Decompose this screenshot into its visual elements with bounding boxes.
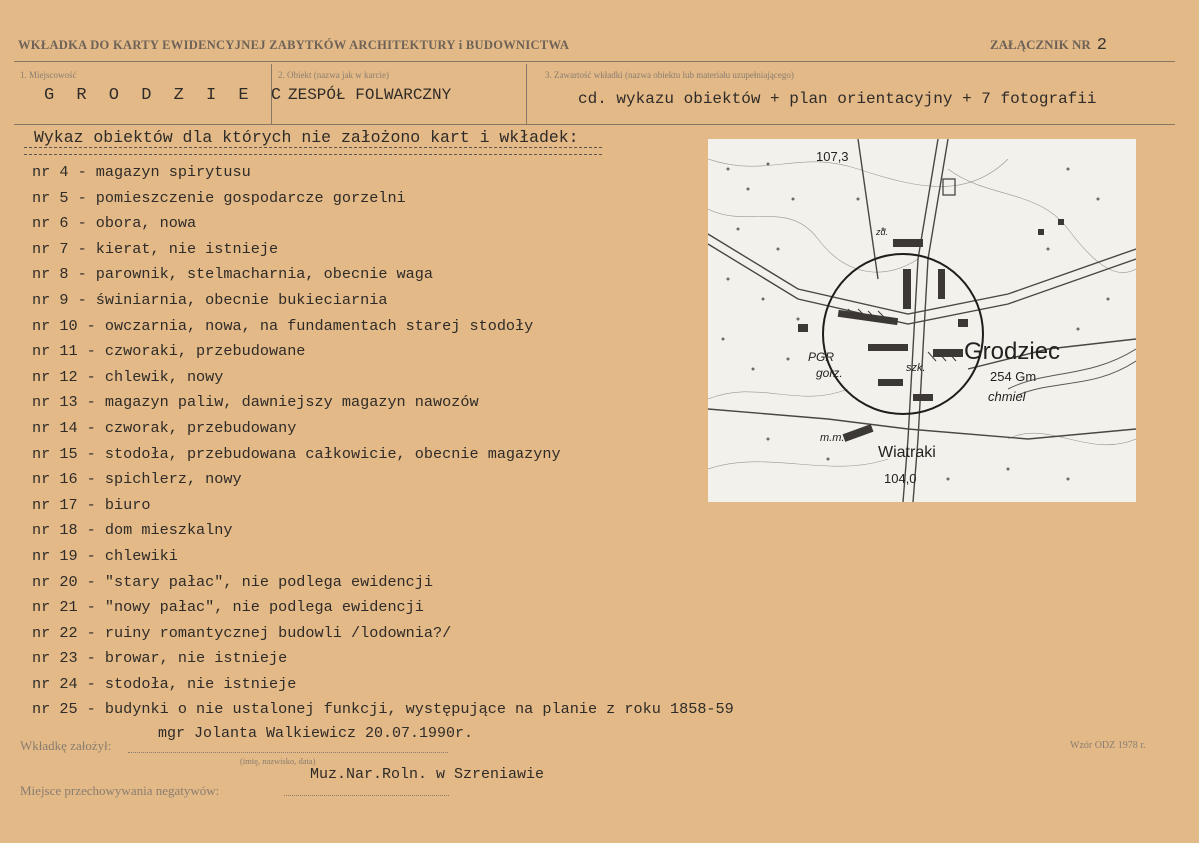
list-item: nr 10 - owczarnia, nowa, na fundamentach starej stodoły bbox=[32, 316, 534, 335]
list-item: nr 17 - biuro bbox=[32, 495, 151, 514]
list-item: nr 18 - dom mieszkalny bbox=[32, 521, 233, 540]
list-item: nr 11 - czworaki, przebudowane bbox=[32, 342, 306, 361]
list-item: nr 6 - obora, nowa bbox=[32, 214, 197, 233]
list-item: nr 14 - czworak, przebudowany bbox=[32, 418, 297, 437]
storage-line bbox=[284, 795, 449, 796]
heading-double-underline bbox=[24, 147, 602, 155]
fields-rule bbox=[14, 124, 1175, 125]
map-label-szk: szk. bbox=[906, 362, 926, 374]
list-item: nr 9 - świniarnia, obecnie bukieciarnia bbox=[32, 290, 388, 309]
list-item: nr 25 - budynki o nie ustalonej funkcji, występujące na planie z roku 1858-59 bbox=[32, 700, 734, 719]
map-label-zd: zd. bbox=[876, 227, 889, 237]
list-item: nr 15 - stodoła, przebudowana całkowicie, obecnie magazyny bbox=[32, 444, 561, 463]
orientation-map bbox=[708, 139, 1136, 502]
field-divider-2 bbox=[526, 64, 527, 124]
content-label: 3. Zawartość wkładki (nazwa obiektu lub materiału uzupełniającego) bbox=[545, 70, 794, 80]
list-item: nr 24 - stodoła, nie istnieje bbox=[32, 674, 297, 693]
list-item: nr 8 - parownik, stelmacharnia, obecnie waga bbox=[32, 265, 434, 284]
list-item: nr 20 - "stary pałac", nie podlega ewidencji bbox=[32, 572, 434, 591]
list-item: nr 23 - browar, nie istnieje bbox=[32, 649, 288, 668]
annex-label-text: ZAŁĄCZNIK NR bbox=[990, 37, 1091, 52]
object-value: ZESPÓŁ FOLWARCZNY bbox=[288, 86, 452, 104]
object-label: 2. Obiekt (nazwa jak w karcie) bbox=[278, 70, 389, 80]
map-drawing bbox=[708, 139, 1136, 502]
storage-value: Muz.Nar.Roln. w Szreniawie bbox=[310, 766, 545, 783]
list-item: nr 22 - ruiny romantycznej budowli /lodownia?/ bbox=[32, 623, 452, 642]
header-rule bbox=[14, 61, 1175, 62]
list-item: nr 19 - chlewiki bbox=[32, 546, 178, 565]
list-item: nr 4 - magazyn spirytusu bbox=[32, 163, 251, 181]
author-line bbox=[128, 752, 448, 753]
map-town-name: Grodziec bbox=[964, 338, 1061, 365]
map-label-mm: m.m. bbox=[820, 432, 845, 444]
map-height-2: 254 Gm bbox=[990, 369, 1037, 384]
map-terrain bbox=[708, 159, 1136, 469]
list-item: nr 12 - chlewik, nowy bbox=[32, 367, 224, 386]
map-height-3: 104,0 bbox=[884, 471, 917, 486]
list-item: nr 5 - pomieszczenie gospodarcze gorzelni bbox=[32, 188, 406, 207]
map-height-1: 107,3 bbox=[816, 149, 849, 164]
list-item: nr 7 - kierat, nie istnieje bbox=[32, 239, 279, 258]
list-heading: Wykaz obiektów dla których nie założono kart i wkładek: bbox=[34, 128, 579, 147]
annex-number: 2 bbox=[1096, 36, 1107, 55]
author-value: mgr Jolanta Walkiewicz 20.07.1990r. bbox=[158, 725, 474, 742]
form-title: WKŁADKA DO KARTY EWIDENCYJNEJ ZABYTKÓW ARCHITEKTURY i BUDOWNICTWA bbox=[18, 38, 570, 52]
list-item: nr 13 - magazyn paliw, dawniejszy magazyn nawozów bbox=[32, 393, 479, 412]
map-label-chmiel: chmiel bbox=[988, 389, 1026, 404]
object-list bbox=[32, 160, 734, 723]
list-item: nr 21 - "nowy pałac", nie podlega ewidencji bbox=[32, 598, 424, 617]
storage-label: Miejsce przechowywania negatywów: bbox=[20, 783, 220, 798]
author-label: Wkładkę założył: bbox=[20, 738, 112, 753]
list-item: nr 16 - spichlerz, nowy bbox=[32, 470, 242, 489]
form-code: Wzór ODZ 1978 r. bbox=[1070, 740, 1146, 751]
map-label-pgr: PGR bbox=[808, 350, 835, 364]
town-value: G R O D Z I E C bbox=[44, 86, 288, 105]
map-village-name: Wiatraki bbox=[878, 444, 936, 461]
map-label-gorz: gorz. bbox=[816, 366, 843, 380]
annex-label bbox=[990, 36, 1107, 55]
content-value: cd. wykazu obiektów + plan orientacyjny + 7 fotografii bbox=[578, 90, 1097, 108]
town-label: 1. Miejscowość bbox=[20, 70, 77, 80]
map-vegetation bbox=[722, 163, 1110, 481]
author-hint: (imię, nazwisko, data) bbox=[240, 756, 316, 766]
